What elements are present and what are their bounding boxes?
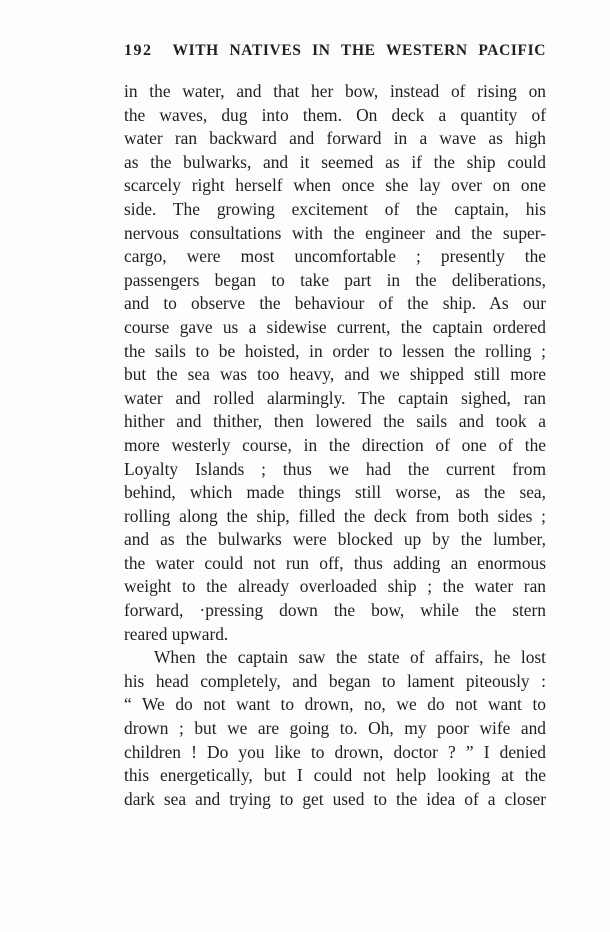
text-line: rolling along the ship, filled the deck from both sides ; [124, 505, 546, 526]
text-line: in the water, and that her bow, instead of rising on [124, 81, 546, 101]
text-line: nervous consultations with the engineer and the super- [124, 222, 546, 243]
body-text [124, 80, 546, 811]
text-line: dark sea and trying to get used to the idea of a closer [124, 788, 546, 809]
text-line: water ran backward and forward in a wave as high [124, 128, 546, 149]
text-line: course gave us a sidewise current, the captain ordered [124, 316, 546, 337]
text-line: “ We do not want to drown, no, we do not want to [124, 694, 546, 715]
text-line: the waves, dug into them. On deck a quantity of [124, 104, 546, 125]
running-title: WITH NATIVES IN THE WESTERN PACIFIC [172, 42, 546, 59]
text-line: his head completely, and began to lament piteously : [124, 670, 546, 691]
text-line: and to observe the behaviour of the ship. As our [124, 293, 546, 314]
text-line: the water could not run off, thus adding an enormous [124, 552, 546, 573]
text-line: drown ; but we are going to. Oh, my poor wife and [124, 718, 546, 739]
text-line: and as the bulwarks were blocked up by the lumber, [124, 529, 546, 550]
text-line: more westerly course, in the direction of one of the [124, 434, 546, 455]
text-line: but the sea was too heavy, and we shipped still more [124, 364, 546, 385]
text-line: passengers began to take part in the deliberations, [124, 269, 546, 290]
text-line: hither and thither, then lowered the sails and took a [124, 411, 546, 432]
text-line: side. The growing excitement of the captain, his [124, 198, 546, 219]
text-line: Loyalty Islands ; thus we had the current from [124, 458, 546, 479]
text-line: forward, ·pressing down the bow, while the stern [124, 600, 546, 621]
text-line: children ! Do you like to drown, doctor ? ” I denied [124, 741, 546, 762]
text-line: the sails to be hoisted, in order to lessen the rolling ; [124, 340, 546, 361]
text-line: this energetically, but I could not help looking at the [124, 765, 546, 786]
page-number: 192 [124, 42, 153, 59]
text-line: When the captain saw the state of affairs, he lost [154, 647, 546, 668]
text-line: reared upward. [124, 623, 229, 644]
text-line: water and rolled alarmingly. The captain sighed, ran [124, 387, 546, 408]
text-line: as the bulwarks, and it seemed as if the ship could [124, 151, 546, 172]
text-line: cargo, were most uncomfortable ; presently the [124, 246, 546, 267]
text-line: weight to the already overloaded ship ; the water ran [124, 576, 546, 597]
page-header [124, 42, 546, 60]
text-line: scarcely right herself when once she lay over on one [124, 175, 546, 196]
text-line: behind, which made things still worse, as the sea, [124, 482, 546, 503]
